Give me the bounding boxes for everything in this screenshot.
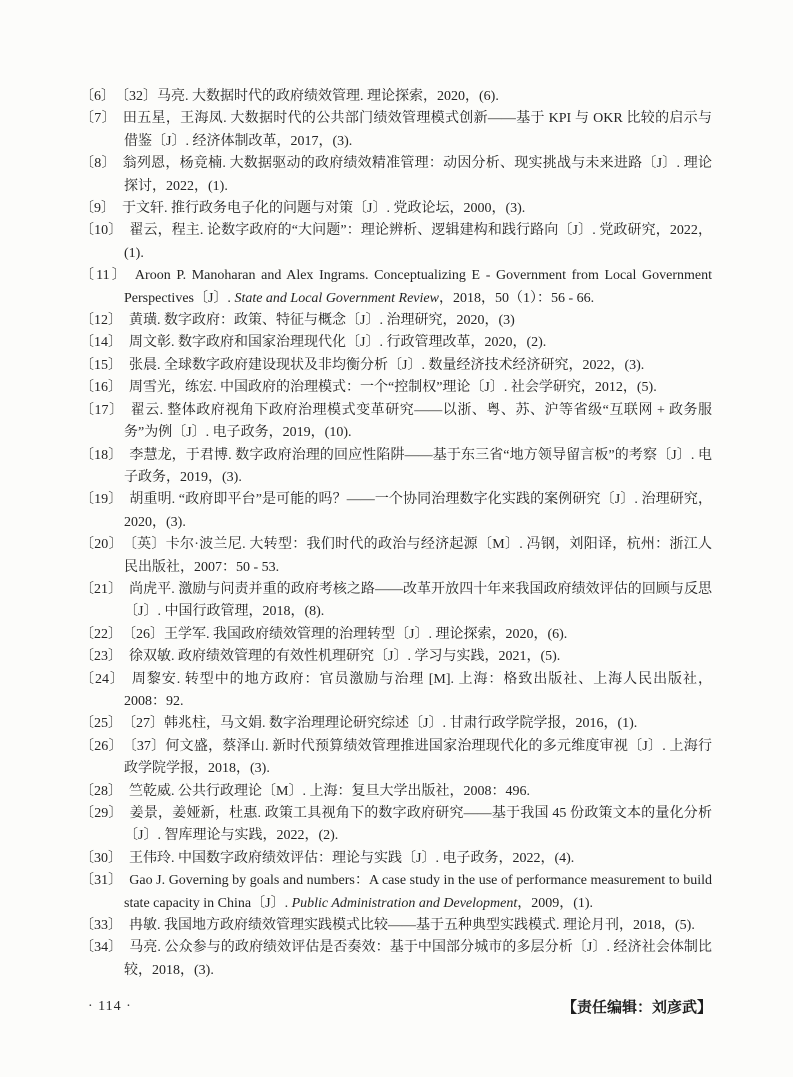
reference-text: 黄璜. 数字政府：政策、特征与概念〔J〕. 治理研究，2020，(3) (129, 313, 515, 329)
reference-text: 马亮. 公众参与的政府绩效评估是否奏效：基于中国部分城市的多层分析〔J〕. 经济社会体制比较，2018，(3). (124, 940, 713, 978)
reference-text: 尚虎平. 激励与问责并重的政府考核之路——改革开放四十年来我国政府绩效评估的回顾与反思〔J〕. 中国行政管理，2018，(8). (124, 581, 712, 620)
reference-text: 张晨. 全球数字政府建设现状及非均衡分析〔J〕. 数量经济技术经济研究，2022，(3). (129, 357, 645, 373)
reference-text: 周文彰. 数字政府和国家治理现代化〔J〕. 行政管理改革，2020，(2). (129, 335, 547, 351)
reference-text: 〔37〕何文盛，蔡泽山. 新时代预算绩效管理推进国家治理现代化的多元维度审视〔J〕. 上海行政学院学报，2018，(3). (124, 738, 712, 777)
reference-number: 〔25〕 (80, 716, 122, 732)
reference-number: 〔19〕 (80, 492, 123, 508)
reference-text: 胡重明. “政府即平台”是可能的吗？——一个协同治理数字化实践的案例研究〔J〕. 治理研究，2020，(3). (124, 492, 713, 530)
reference-number: 〔12〕 (80, 313, 122, 329)
editor-note: 【责任编辑：刘彦武】 (561, 999, 712, 1017)
reference-entry (80, 781, 712, 803)
reference-number: 〔30〕 (80, 850, 122, 866)
reference-entry (80, 736, 712, 781)
reference-entry (80, 803, 712, 848)
reference-number: 〔9〕 (80, 201, 115, 217)
reference-number: 〔15〕 (80, 357, 122, 373)
reference-entry (80, 220, 712, 265)
reference-text: 〔32〕马亮. 大数据时代的政府绩效管理. 理论探索，2020，(6). (122, 89, 499, 104)
reference-entry (80, 400, 712, 445)
reference-number: 〔22〕 (80, 626, 122, 642)
reference-entry (80, 310, 712, 332)
reference-entry (80, 937, 712, 982)
reference-text: 王伟玲. 中国数字政府绩效评估：理论与实践〔J〕. 电子政务，2022，(4). (129, 850, 575, 866)
reference-text: ，2018，50（1）：56 - 66. (438, 290, 595, 306)
reference-entry (80, 624, 712, 646)
reference-number: 〔17〕 (80, 402, 124, 418)
reference-entry (80, 915, 712, 937)
reference-number: 〔11〕 (80, 268, 128, 284)
reference-number: 〔7〕 (80, 111, 116, 127)
reference-number: 〔29〕 (80, 806, 123, 821)
reference-text: ，2009，(1). (517, 895, 594, 911)
reference-number: 〔28〕 (80, 783, 122, 799)
reference-text: 冉敏. 我国地方政府绩效管理实践模式比较——基于五种典型实践模式. 理论月刊，2018，(5). (129, 918, 695, 934)
reference-entry (80, 332, 712, 354)
references-list (80, 86, 712, 982)
reference-text: Aroon P. Manoharan and Alex Ingrams. Conceptualizing E - Government from Local Government Perspectives〔J〕. (124, 268, 712, 306)
reference-journal-italic: State and Local Government Review (234, 290, 439, 306)
reference-text: 翁列恩，杨竞楠. 大数据驱动的政府绩效精准管理：动因分析、现实挑战与未来进路〔J〕. 理论探讨，2022，(1). (122, 156, 712, 194)
reference-entry (80, 669, 712, 714)
reference-number: 〔23〕 (80, 649, 122, 665)
reference-text: 〔英〕卡尔·波兰尼. 大转型：我们时代的政治与经济起源〔M〕. 冯钢，刘阳译，杭州：浙江人民出版社，2007：50 - 53. (124, 537, 712, 575)
reference-entry (80, 870, 712, 915)
reference-entry (80, 534, 712, 579)
reference-entry (80, 198, 712, 220)
reference-text: 周黎安. 转型中的地方政府：官员激励与治理 [M]. 上海：格致出版社、上海人民出版社，2008：92. (124, 671, 712, 709)
reference-entry (80, 445, 712, 490)
reference-text: Gao J. Governing by goals and numbers：A case study in the use of performance measurement to build state capacity in China〔J〕. (124, 873, 712, 911)
reference-number: 〔18〕 (80, 447, 123, 463)
reference-entry (80, 86, 712, 108)
reference-text: 翟云，程主. 论数字政府的“大问题”：理论辨析、逻辑建构和践行路向〔J〕. 党政研究，2022，(1). (124, 223, 713, 261)
reference-text: 李慧龙，于君博. 数字政府治理的回应性陷阱——基于东三省“地方领导留言板”的考察〔J〕. 电子政务，2019，(3). (124, 447, 713, 485)
reference-number: 〔8〕 (80, 156, 116, 172)
reference-entry (80, 646, 712, 668)
reference-number: 〔34〕 (80, 940, 123, 956)
reference-text: 〔26〕王学军. 我国政府绩效管理的治理转型〔J〕. 理论探索，2020，(6). (129, 626, 568, 642)
reference-entry (80, 579, 712, 624)
reference-number: 〔16〕 (80, 380, 122, 396)
reference-number: 〔6〕 (80, 89, 115, 104)
reference-text: 周雪光，练宏. 中国政府的治理模式：一个“控制权”理论〔J〕. 社会学研究，2012，(5). (129, 380, 657, 396)
reference-number: 〔26〕 (80, 738, 123, 754)
reference-journal-italic: Public Administration and Development (291, 895, 518, 911)
reference-number: 〔10〕 (80, 223, 123, 239)
reference-entry (80, 153, 712, 198)
reference-text: 徐双敏. 政府绩效管理的有效性机理研究〔J〕. 学习与实践，2021，(5). (129, 649, 561, 665)
page-number: · 114 · (88, 999, 132, 1014)
reference-text: 竺乾威. 公共行政理论〔M〕. 上海：复旦大学出版社，2008：496. (129, 783, 530, 799)
reference-number: 〔31〕 (80, 873, 123, 889)
reference-entry (80, 489, 712, 534)
reference-text: 姜景，姜娅新，杜惠. 政策工具视角下的数字政府研究——基于我国 45 份政策文本的量化分析〔J〕. 智库理论与实践，2022，(2). (124, 806, 713, 844)
reference-number: 〔33〕 (80, 918, 122, 934)
reference-entry (80, 108, 712, 153)
reference-text: 翟云. 整体政府视角下政府治理模式变革研究——以浙、粤、苏、沪等省级“互联网 + 政务服务”为例〔J〕. 电子政务，2019，(10). (124, 402, 713, 441)
reference-text: 于文轩. 推行政务电子化的问题与对策〔J〕. 党政论坛，2000，(3). (122, 201, 526, 217)
reference-number: 〔24〕 (80, 671, 125, 687)
reference-entry (80, 265, 712, 310)
reference-text: 田五星，王海凤. 大数据时代的公共部门绩效管理模式创新——基于 KPI 与 OKR 比较的启示与借鉴〔J〕. 经济体制改革，2017，(3). (122, 111, 712, 149)
reference-number: 〔21〕 (80, 581, 123, 597)
reference-entry (80, 713, 712, 735)
reference-number: 〔14〕 (80, 335, 122, 351)
reference-text: 〔27〕韩兆柱，马文娟. 数字治理理论研究综述〔J〕. 甘肃行政学院学报，2016，(1). (129, 716, 638, 732)
reference-entry (80, 355, 712, 377)
reference-entry (80, 377, 712, 399)
reference-number: 〔20〕 (80, 537, 123, 553)
reference-entry (80, 848, 712, 870)
